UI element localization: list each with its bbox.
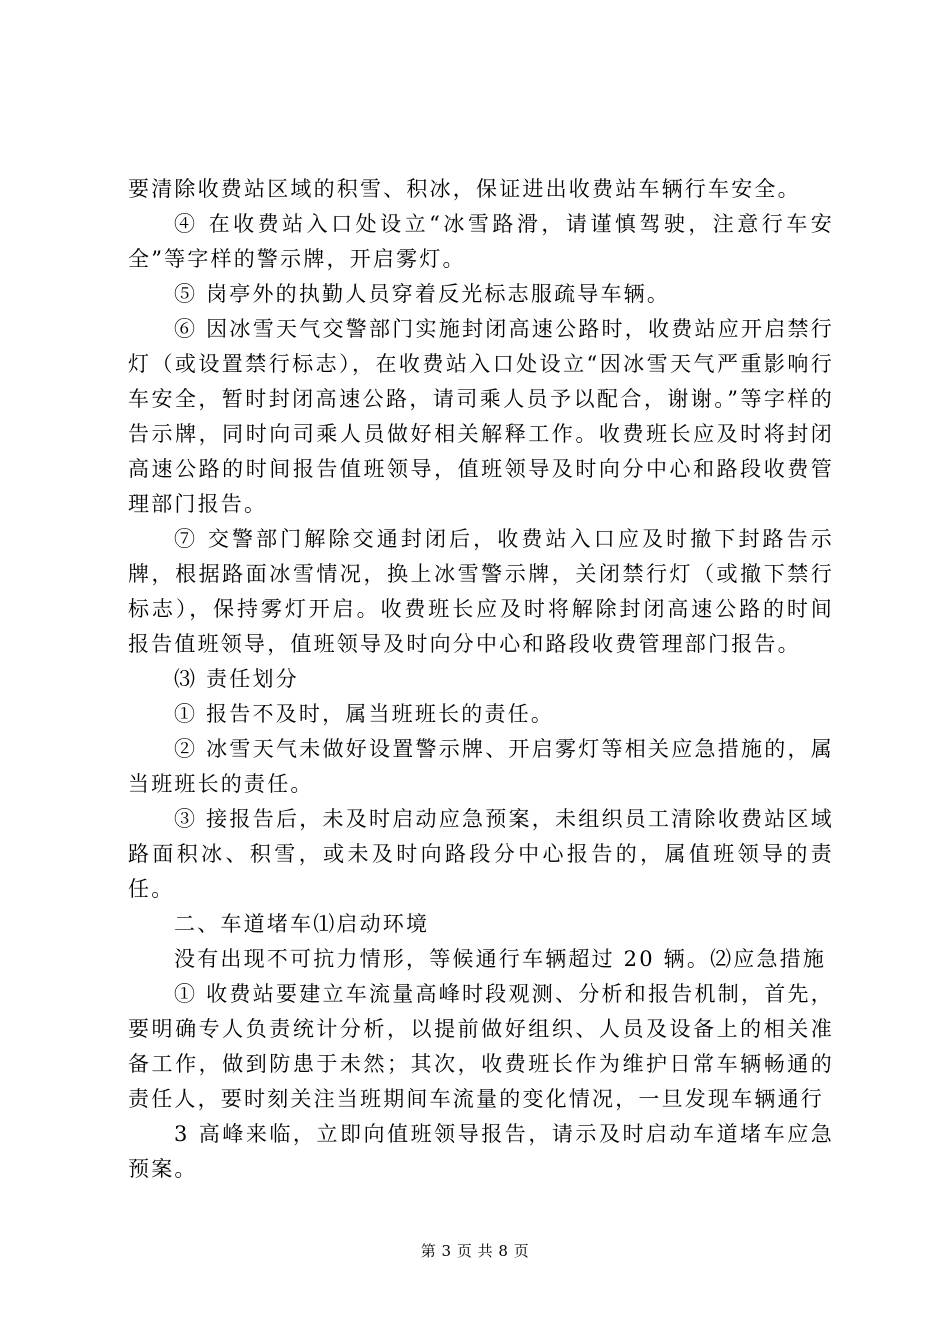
section-heading-responsibility: ⑶ 责任划分 xyxy=(174,667,299,691)
paragraph-trigger-condition: 没有出现不可抗力情形，等候通行车辆超过 20 辆。⑵应急措施 xyxy=(174,947,827,971)
paragraph-item-4: ④ 在收费站入口处设立“冰雪路滑，请谨慎驾驶，注意行车安全”等字样的警示牌，开启雾灯。 xyxy=(128,212,834,271)
paragraph-measure-1: ① 收费站要建立车流量高峰时段观测、分析和报告机制，首先，要明确专人负责统计分析，以提前做好组织、人员及设备上的相关准备工作，做到防患于未然；其次，收费班长作为维护日常车辆畅通的责任人，要时刻关注当班期间车流量的变化情况，一旦发现车辆通行 xyxy=(128,982,834,1111)
section-heading-lane-congestion: 二、车道堵车⑴启动环境 xyxy=(174,912,430,936)
paragraph-responsibility-3: ③ 接报告后，未及时启动应急预案，未组织员工清除收费站区域路面积冰、积雪，或未及时向路段分中心报告的，属值班领导的责任。 xyxy=(128,807,834,901)
paragraph-item-5: ⑤ 岗亭外的执勤人员穿着反光标志服疏导车辆。 xyxy=(174,282,671,306)
paragraph-responsibility-2: ② 冰雪天气未做好设置警示牌、开启雾灯等相关应急措施的，属当班班长的责任。 xyxy=(128,737,834,796)
paragraph-peak-report: 3 高峰来临，立即向值班领导报告，请示及时启动车道堵车应急预案。 xyxy=(128,1122,834,1181)
paragraph-item-6: ⑥ 因冰雪天气交警部门实施封闭高速公路时，收费站应开启禁行灯（或设置禁行标志），在收费站入口处设立“因冰雪天气严重影响行车安全，暂时封闭高速公路，请司乘人员予以配合，谢谢。”等字样的告示牌，同时向司乘人员做好相关解释工作。收费班长应及时将封闭高速公路的时间报告值班领导，值班领导及时向分中心和路段收费管理部门报告。 xyxy=(128,317,834,516)
paragraph-responsibility-1: ① 报告不及时，属当班班长的责任。 xyxy=(174,702,555,726)
paragraph-continuation: 要清除收费站区域的积雪、积冰，保证进出收费站车辆行车安全。 xyxy=(128,177,801,201)
page-number-footer: 第 3 页 共 8 页 xyxy=(420,1242,530,1260)
paragraph-item-7: ⑦ 交警部门解除交通封闭后，收费站入口应及时撤下封路告示牌，根据路面冰雪情况，换上冰雪警示牌，关闭禁行灯（或撤下禁行标志），保持雾灯开启。收费班长应及时将解除封闭高速公路的时间报告值班领导，值班领导及时向分中心和路段收费管理部门报告。 xyxy=(128,527,834,656)
document-body xyxy=(128,172,834,1187)
